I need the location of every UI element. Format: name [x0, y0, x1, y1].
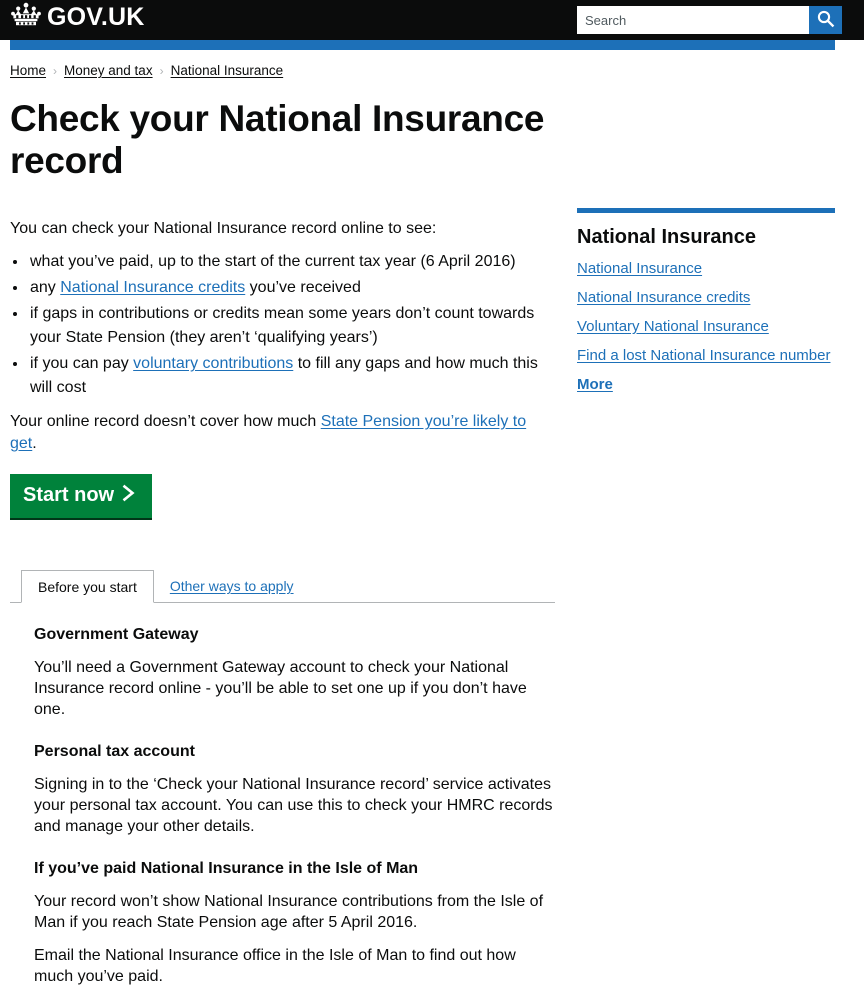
tabs-component	[10, 570, 555, 987]
panel-section-paragraph: Signing in to the ‘Check your National Insurance record’ service activates your personal tax account. You can use this to check your HMRC records and manage your other details.	[34, 776, 553, 835]
main-content-column	[10, 80, 555, 987]
state-pension-note	[10, 411, 555, 455]
state-pension-note-prefix: Your online record doesn’t cover how much	[10, 413, 321, 430]
search-icon	[817, 10, 834, 30]
tab-list	[10, 570, 555, 603]
state-pension-link[interactable]: State Pension you’re likely to get	[10, 413, 527, 452]
tab-panel-before-you-start	[10, 603, 555, 987]
sidebar-link-find-a-lost-national-insurance-number[interactable]: Find a lost National Insurance number	[577, 347, 831, 364]
bullet-text: you’ve received	[245, 279, 361, 296]
bullet-text: if you can pay	[30, 355, 134, 372]
sidebar-link-list	[577, 259, 835, 395]
sidebar-link-national-insurance-credits[interactable]: National Insurance credits	[577, 289, 751, 306]
start-now-label: Start now	[23, 484, 115, 506]
sidebar-link-voluntary-national-insurance[interactable]: Voluntary National Insurance	[577, 318, 769, 335]
intro-paragraph: You can check your National Insurance record online to see:	[10, 220, 437, 237]
inline-link[interactable]: National Insurance credits	[60, 279, 246, 296]
panel-section-heading: If you’ve paid National Insurance in the Isle of Man	[34, 860, 419, 877]
sidebar-list-item	[577, 259, 835, 279]
panel-section-heading: Government Gateway	[34, 626, 199, 643]
bullet-text: what you’ve paid, up to the start of the current tax year (6 April 2016)	[30, 253, 516, 270]
breadcrumb	[10, 62, 864, 80]
breadcrumb-item-money-and-tax[interactable]: Money and tax	[64, 63, 153, 78]
search-submit-button[interactable]	[809, 6, 842, 34]
breadcrumb-separator-icon: ›	[53, 64, 58, 78]
crown-icon	[10, 2, 42, 32]
tab-label[interactable]: Other ways to apply	[169, 578, 294, 594]
record-contents-item	[28, 276, 555, 300]
sidebar-link-national-insurance[interactable]: National Insurance	[577, 260, 703, 277]
sidebar-title: National Insurance	[577, 226, 756, 248]
site-header	[0, 0, 864, 40]
bullet-text: any	[30, 279, 61, 296]
panel-section-heading: Personal tax account	[34, 743, 195, 760]
sidebar-list-item	[577, 375, 835, 395]
breadcrumb-separator-icon: ›	[159, 64, 164, 78]
tab-label: Before you start	[38, 579, 137, 595]
govuk-logo-text: GOV.UK	[47, 3, 145, 31]
breadcrumb-item-home[interactable]: Home	[10, 63, 47, 78]
record-contents-item	[28, 250, 555, 274]
govuk-home-link[interactable]	[10, 2, 145, 32]
page-title: Check your National Insurance record	[10, 98, 545, 181]
sidebar-list-item	[577, 346, 835, 366]
bullet-text: if gaps in contributions or credits mean some years don’t count towards your State Pension (they aren’t ‘qualifying years’)	[30, 305, 535, 346]
bullet-text: to fill any gaps and how much this will cost	[30, 355, 538, 396]
sidebar-list-item	[577, 288, 835, 308]
header-blue-rule	[10, 40, 835, 50]
tab-other-ways-to-apply[interactable]	[154, 570, 310, 602]
record-contents-list	[28, 250, 555, 400]
tab-before-you-start[interactable]	[21, 570, 154, 603]
record-contents-item	[28, 352, 555, 400]
search-input[interactable]	[577, 6, 809, 34]
panel-section-paragraph: Email the National Insurance office in the Isle of Man to find out how much you’ve paid.	[34, 947, 516, 985]
chevron-right-icon	[123, 484, 136, 507]
panel-section-paragraph: You’ll need a Government Gateway account to check your National Insurance record online - you’ll be able to set one up if you don’t have one.	[34, 659, 527, 718]
record-contents-item	[28, 302, 555, 350]
breadcrumb-item-national-insurance[interactable]: National Insurance	[170, 63, 284, 78]
search-form	[577, 6, 842, 34]
related-sidebar	[577, 80, 835, 404]
sidebar-link-more[interactable]: More	[577, 376, 613, 393]
state-pension-note-suffix: .	[32, 435, 37, 452]
sidebar-list-item	[577, 317, 835, 337]
start-now-button[interactable]	[10, 474, 152, 518]
inline-link[interactable]: voluntary contributions	[133, 355, 294, 372]
panel-section-paragraph: Your record won’t show National Insurance contributions from the Isle of Man if you reach State Pension age after 5 April 2016.	[34, 893, 544, 931]
sidebar-blue-rule	[577, 208, 835, 213]
